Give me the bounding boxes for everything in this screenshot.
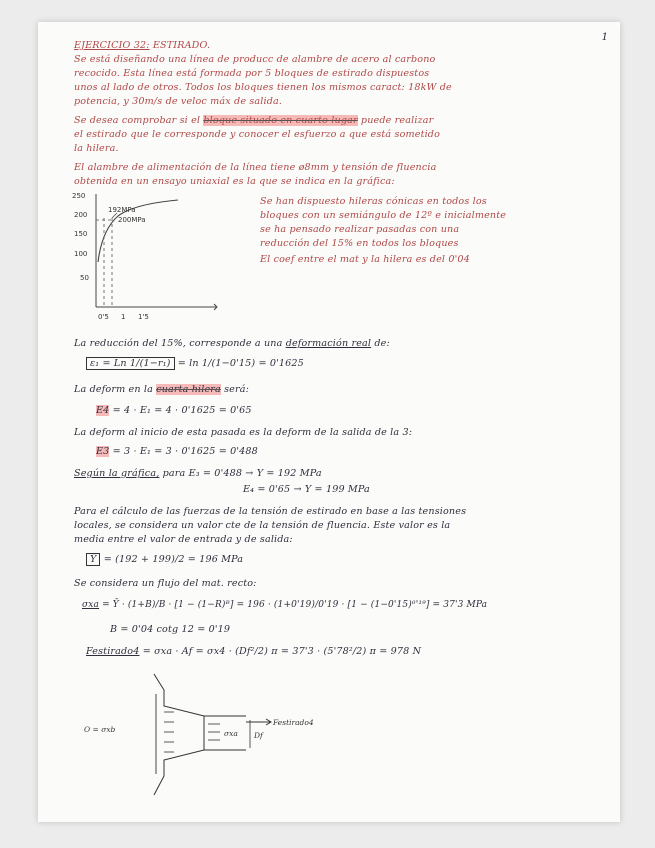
strain-formula-box: ε₁ = Ln 1/(1−r₁) [86,357,175,370]
y-tick: 100 [74,250,88,258]
die-diagram [74,672,354,797]
graph-note-line: Se han dispuesto hileras cónicas en todos los [260,196,487,207]
real-deformation-term: deformación real [285,338,372,349]
graph-reference-e3: para E₃ = 0'488 → Y = 192 MPa [159,468,322,479]
equation-mean-stress [86,554,243,565]
diagram-force-label: Festirado4 [273,718,314,727]
e4-symbol: E4 [96,405,110,416]
e3-result: = 3 · E₁ = 3 · 0'1625 = 0'488 [112,446,258,457]
y-tick: 200 [74,211,88,219]
exercise-number: EJERCICIO 32: [74,40,150,51]
graph-reference-e4: E₄ = 0'65 → Y = 199 MPa [243,484,370,495]
check-line-post: puede realizar [357,115,434,126]
drawing-stress-symbol: σxa [82,600,100,610]
graph-note-line: reducción del 15% en todos los bloques [260,238,459,249]
equation-true-strain [86,358,304,369]
drawing-force-symbol: Festirado4 [86,646,140,657]
intro-line: recocido. Esta línea está formada por 5 bloques de estirado dispuestos [74,68,430,79]
flow-line: Se considera un flujo del mat. recto: [74,578,257,589]
feed-line: El alambre de alimentación de la línea tiene ø8mm y tensión de fluencia [74,162,437,173]
feed-line: obtenida en un ensayo uniaxial es la que se indica en la gráfica: [74,176,395,187]
equation-b: B = 0'04 cotg 12 = 0'19 [110,624,231,635]
check-line [74,115,433,126]
check-line: la hilera. [74,143,119,154]
calc-line: media entre el valor de entrada y de salida: [74,534,293,545]
graph-reference-line [74,468,322,479]
y-tick: 50 [80,274,89,282]
x-tick: 0'5 [98,313,109,321]
strain-formula-result: = ln 1/(1−0'15) = 0'1625 [177,358,304,369]
highlighted-block: bloque situado en cuarto lugar [203,115,358,126]
calc-line: locales, se considera un valor cte de la tensión de fluencia. Este valor es la [74,520,451,531]
graph-reference-label: Según la gráfica, [74,468,160,479]
e3-symbol: E3 [96,446,110,457]
e4-result: = 4 · E₁ = 4 · 0'1625 = 0'65 [112,405,252,416]
intro-line: potencia, y 30m/s de veloc máx de salida. [74,96,283,107]
reduction-line-post: de: [371,338,390,349]
die-upper-wall [154,674,204,716]
diagram-left-label: O = σxb [84,725,116,734]
equation-drawing-stress [82,600,487,610]
flow-stress-graph [68,192,218,327]
equation-e3 [96,446,258,457]
check-line-pre: Se desea comprobar si el [74,115,204,126]
highlighted-fourth-die: cuarta hilera [156,384,221,395]
x-tick: 1 [121,313,126,321]
die-lower-wall [154,750,204,795]
intro-line: unos al lado de otros. Todos los bloques tienen los mismos caract: 18kW de [74,82,452,93]
mean-stress-result: = (192 + 199)/2 = 196 MPa [103,554,244,565]
exercise-topic: ESTIRADO. [152,40,211,51]
intro-line: Se está diseñando una línea de producc de alambre de acero al carbono [74,54,436,65]
reduction-line-pre: La reducción del 15%, corresponde a una [74,338,286,349]
equation-drawing-force [86,646,421,657]
label-192: 192MPa [108,206,136,214]
y-tick: 150 [74,230,88,238]
deform4-line [74,384,249,395]
graph-note-line: se ha pensado realizar pasadas con una [260,224,460,235]
exercise-title [74,40,210,51]
notebook-page [38,22,620,822]
label-200: 200MPa [118,216,146,224]
drawing-stress-result: = Ȳ · (1+B)/B · [1 − (1−R)ᴮ] = 196 · (1+0'19)/0'19 · [1 − (1−0'15)⁰'¹⁹] = 37'3 MPa [102,600,488,610]
stress-arrows-left [164,712,174,752]
graph-note-line: El coef entre el mat y la hilera es del 0'04 [260,254,470,265]
mean-stress-symbol: Ȳ [86,553,100,566]
page-number: 1 [601,32,608,43]
deform-start-line: La deform al inicio de esta pasada es la deform de la salida de la 3: [74,427,413,438]
stress-arrows-right [208,724,220,740]
calc-line: Para el cálculo de las fuerzas de la tensión de estirado en base a las tensiones [74,506,467,517]
y-tick: 250 [72,192,86,200]
reduction-line [74,338,390,349]
deform4-post: será: [220,384,249,395]
deform4-pre: La deform en la [74,384,157,395]
x-tick: 1'5 [138,313,149,321]
diagram-df-label: Df [254,731,263,740]
drawing-force-result: = σxa · Af = σx4 · (Df²/2) π = 37'3 · (5'78²/2) π = 978 N [142,646,422,657]
diagram-right-label: σxa [224,729,238,738]
graph-note-line: bloques con un semiángulo de 12º e inicialmente [260,210,507,221]
check-line: el estirado que le corresponde y conocer el esfuerzo a que está sometido [74,129,441,140]
equation-e4 [96,405,252,416]
